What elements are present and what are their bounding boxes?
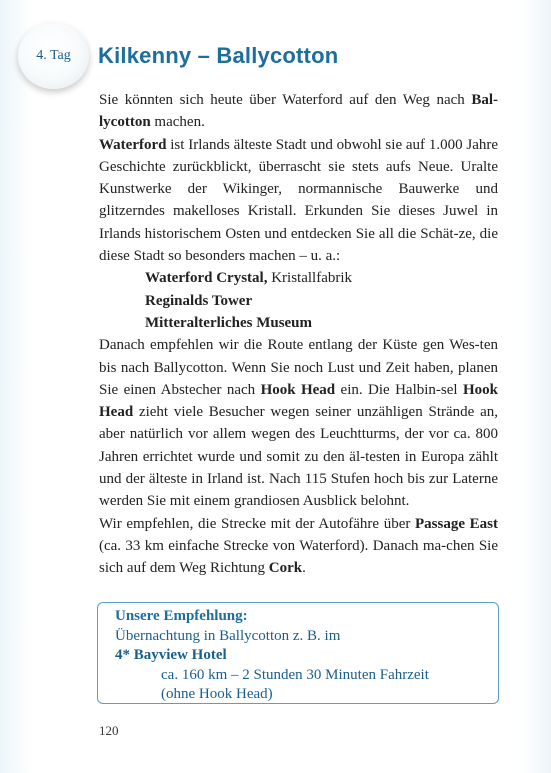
travel-distance: ca. 160 km – 2 Stunden 30 Minuten Fahrzeit — [161, 666, 429, 683]
place-ballycotton: Bal- — [471, 92, 498, 108]
recommendation-intro: Übernachtung in Ballycotton z. B. im — [115, 627, 341, 644]
body-text — [99, 89, 498, 580]
list-item: Waterford Crystal, Kristallfabrik — [145, 270, 353, 287]
hotel-name: 4* Bayview Hotel — [115, 647, 227, 663]
place-waterford: Waterford — [99, 136, 167, 153]
day-badge — [18, 23, 89, 89]
list-item: Mitteralterliches Museum — [145, 314, 313, 331]
page-number: 120 — [99, 723, 119, 738]
recommendation-content — [115, 607, 429, 705]
paragraph-waterford: Waterford ist Irlands älteste Stadt und obwohl sie auf 1.000 Jahre Geschichte zurückblickt, überrascht sie stets aufs Neue. Uralte Kunstwerke der Wikinger, normannische Bauwerke und glitzerndes makelloses Kristall. Erkunden Sie dieses Juwel in Irlands historischem Osten und entdecken Sie all die Schät-ze, die diese Stadt so besonders machen – u. a.: — [99, 136, 498, 265]
page-title: Kilkenny – Ballycotton — [98, 43, 339, 68]
recommendation-box — [97, 602, 499, 704]
day-badge-label: 4. Tag — [36, 48, 71, 63]
recommendation-heading: Unsere Empfehlung: — [115, 608, 248, 624]
paragraph-route: Danach empfehlen wir die Route entlang der Küste gen Wes-ten bis nach Ballycotton. Wenn Sie noch Lust und Zeit haben, planen Sie einen Abstecher nach Hook Head ein. Die Halbin-sel Hook Head zieht viele Besucher wegen seiner unzähligen Strände an, aber natürlich vor allem wegen des Leuchtturms, der vor ca. 800 Jahren errichtet wurde und somit zu den äl-testen in Europa zählt und der älteste in Irland ist. Nach 115 Stufen hoch bis zur Laterne werden Sie mit einem grandiosen Ausblick belohnt. — [99, 337, 498, 510]
list-item: Reginalds Tower — [145, 292, 253, 309]
travel-note: (ohne Hook Head) — [161, 686, 273, 702]
paragraph-ferry: Wir empfehlen, die Strecke mit der Autofähre über Passage East (ca. 33 km einfache Strecke von Waterford). Danach ma-chen Sie sich auf dem Weg Richtung Cork. — [99, 515, 498, 577]
paragraph-intro: Sie könnten sich heute über Waterford auf den Weg nach Bal-lycotton machen. — [99, 92, 498, 131]
